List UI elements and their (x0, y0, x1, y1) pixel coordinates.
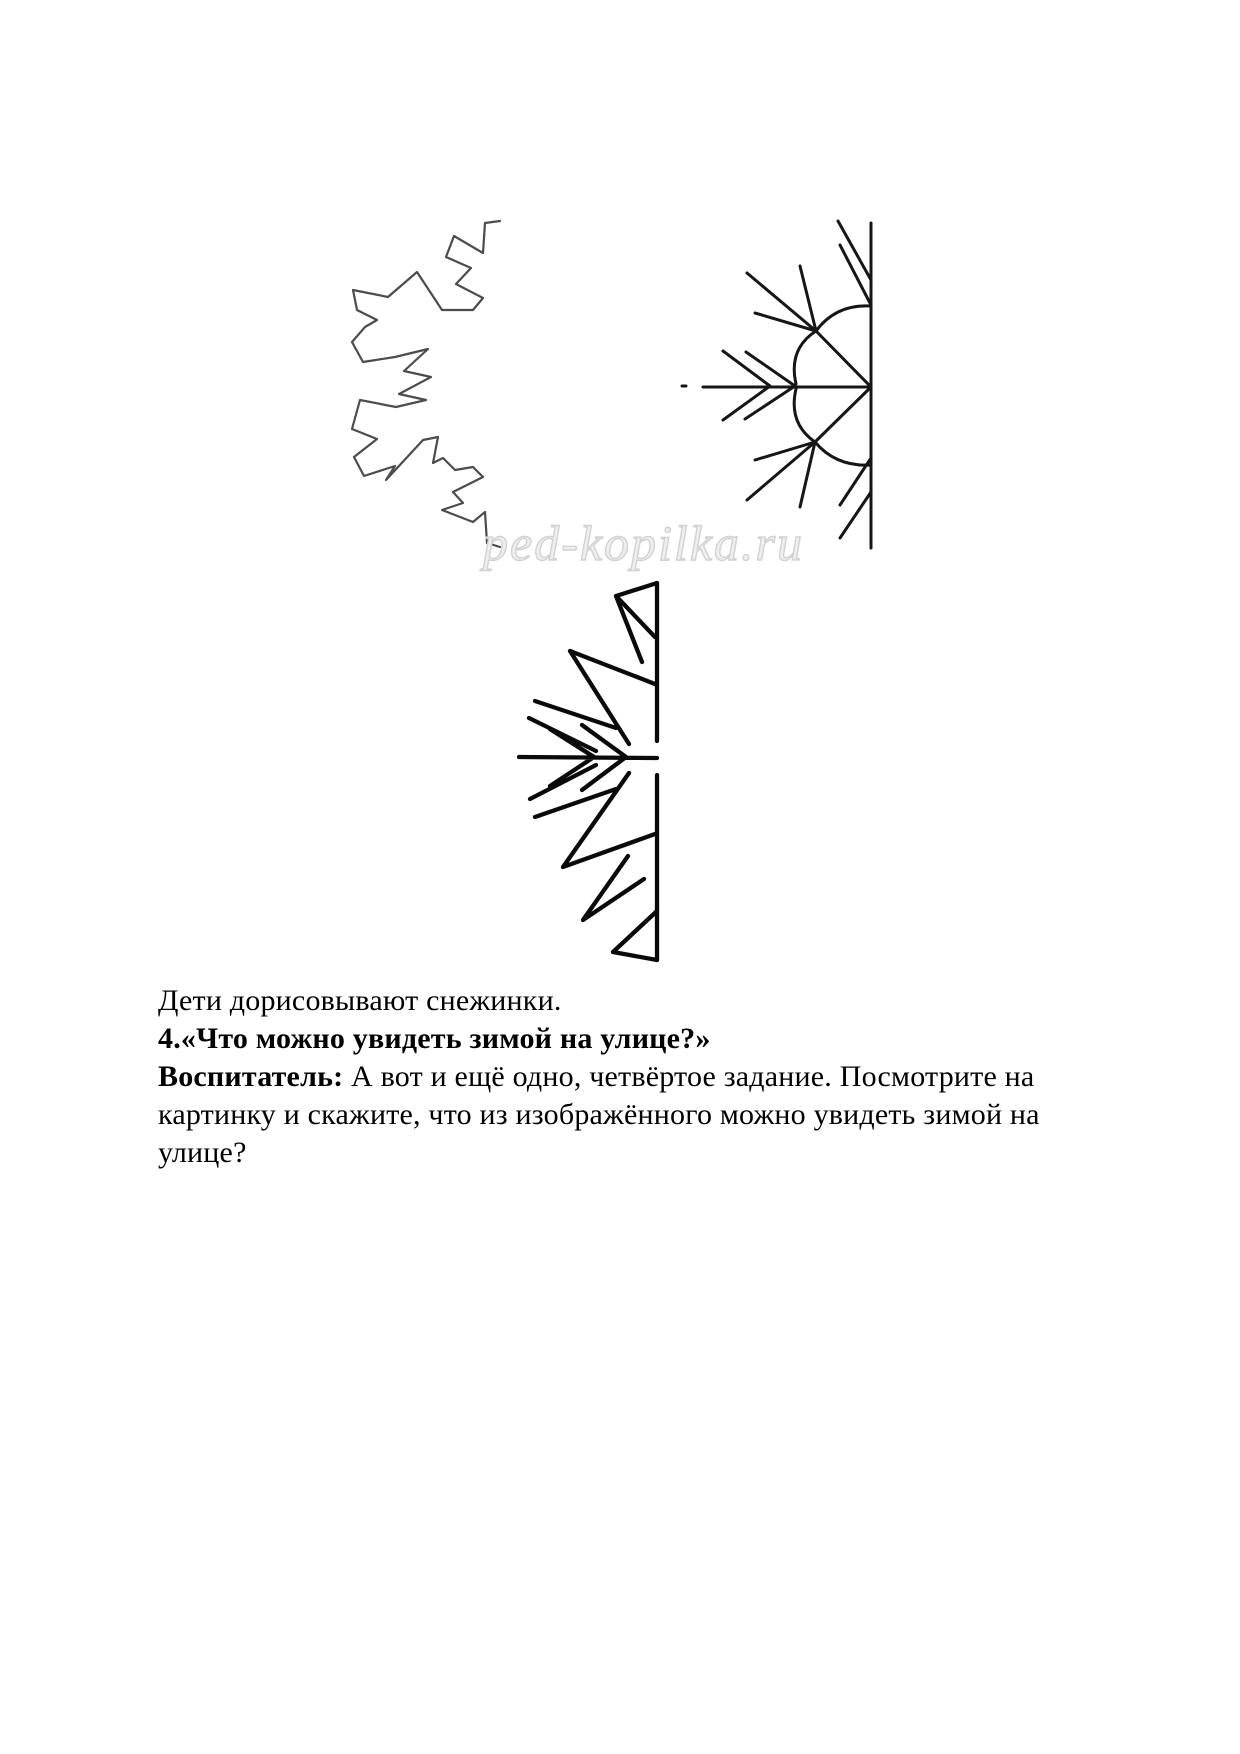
snowflake-middle-drawing (495, 558, 685, 983)
bottom-spikes (583, 856, 657, 960)
snowflake-left-figure (300, 210, 510, 560)
lesson-text-block (158, 982, 1040, 1172)
text-line-teacher-1 (158, 1058, 1040, 1096)
snowflake-left-drawing (300, 210, 510, 560)
top-spike (616, 583, 657, 662)
center-arm (519, 718, 657, 799)
teacher-label: Воспитатель: (158, 1060, 344, 1093)
upper-branch (747, 266, 871, 387)
text-line-teacher-3: улице? (158, 1136, 247, 1169)
text-line-caption: Дети дорисовывают снежинки. (158, 984, 562, 1017)
center-arm (682, 351, 871, 420)
text-line-task-title: 4.«Что можно увидеть зимой на улице?» (158, 1022, 711, 1055)
text-line-teacher-2: картинку и скажите, что из изображённого можно увидеть зимой на (158, 1098, 1040, 1131)
teacher-speech-part1: А вот и ещё одно, четвёртое задание. Посмотрите на (343, 1060, 1035, 1093)
snowflake-left-outline (352, 221, 500, 547)
snowflake-right-figure (660, 205, 900, 565)
snowflake-middle-figure (495, 558, 685, 983)
top-barbs (838, 221, 871, 305)
watermark: ped-kopilka.ru (483, 515, 804, 571)
bottom-barbs (840, 458, 871, 538)
snowflake-right-drawing (660, 205, 900, 565)
